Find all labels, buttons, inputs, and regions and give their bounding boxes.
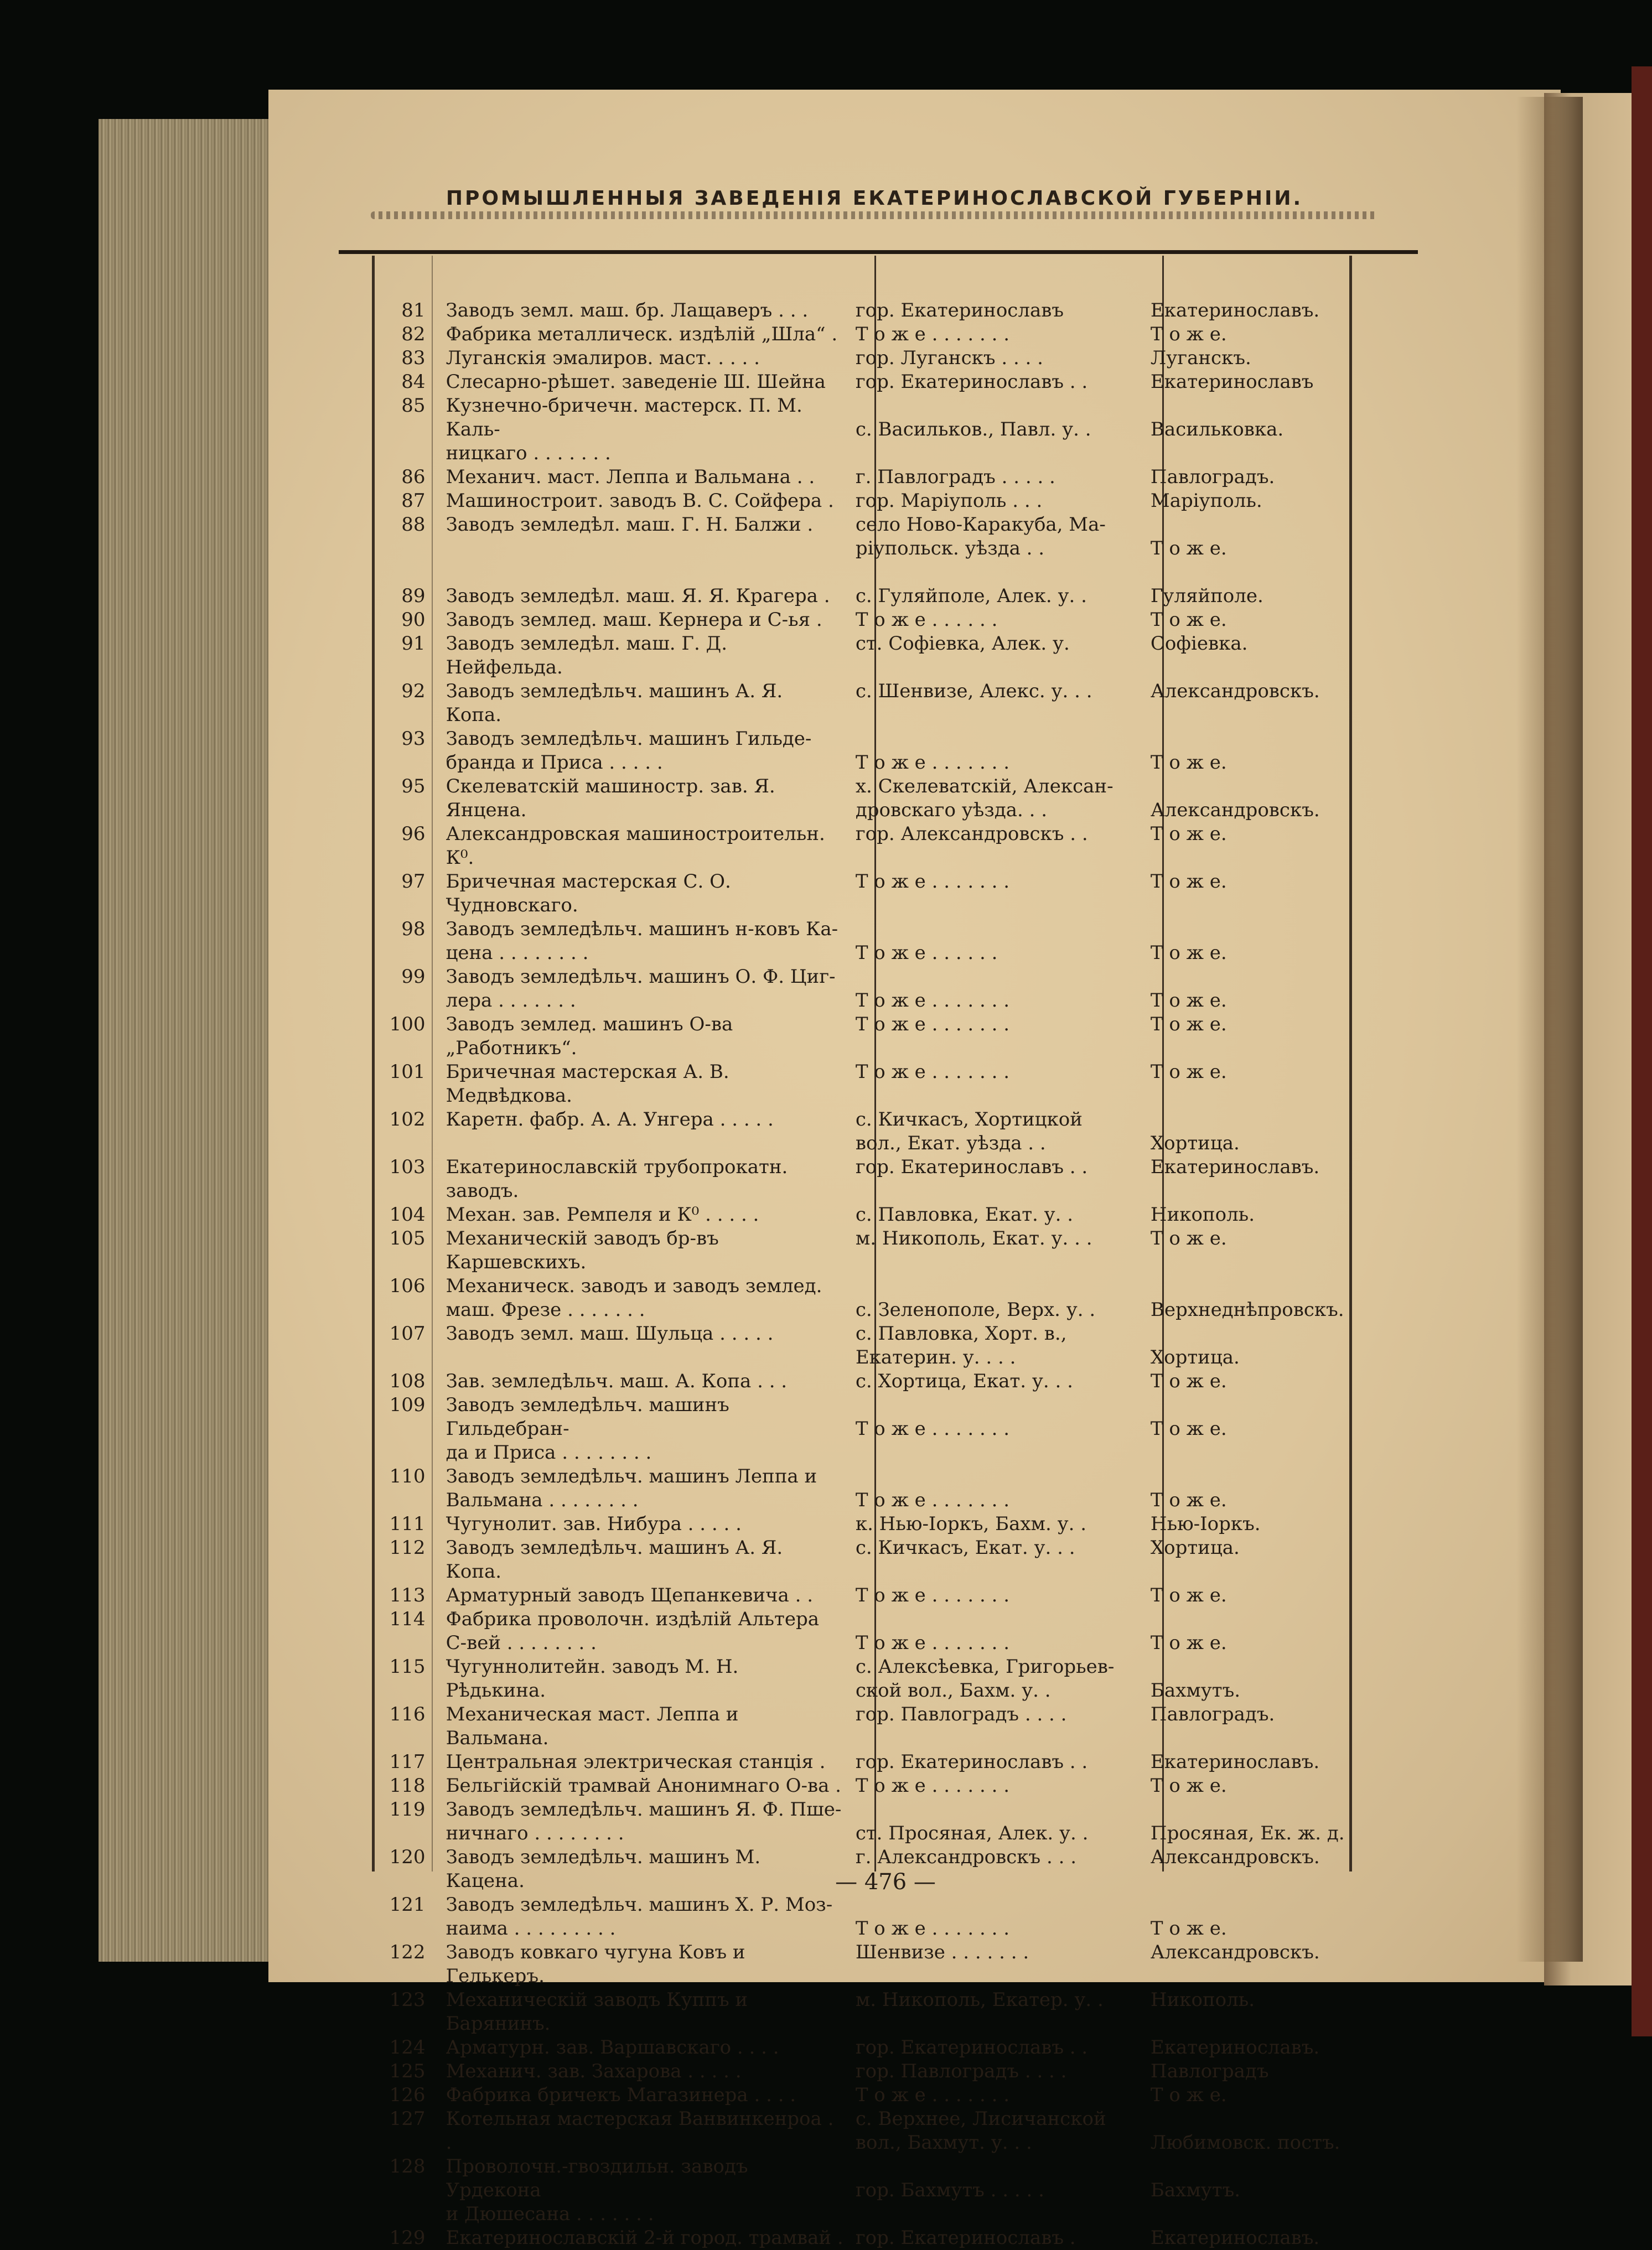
- postal-place: Гуляйполе.: [1150, 585, 1263, 607]
- row-number: 93: [401, 728, 426, 750]
- location: м. Никополь, Екатер. у. .: [855, 1989, 1104, 2011]
- establishment-name: Бричечная мастерская А. В. Медвѣдкова.: [446, 1061, 729, 1107]
- establishment-name: Чугуннолитейн. заводъ М. Н. Рѣдькина.: [446, 1656, 739, 1702]
- establishment-name: Заводъ земледѣльч. машинъ Гильдебран- да и Приса . . . . . . . .: [446, 1394, 729, 1464]
- establishment-name: Каретн. фабр. А. А. Унгера . . . . .: [446, 1108, 774, 1131]
- location: ст. Просяная, Алек. у. .: [855, 1822, 1089, 1844]
- location: г. Павлоградъ . . . . .: [855, 466, 1055, 488]
- table-row: [340, 1750, 1381, 1774]
- row-number: 87: [401, 490, 426, 512]
- location: Т о ж е . . . . . . .: [855, 1917, 1010, 1940]
- table-row: [340, 584, 1381, 608]
- row-number: 121: [389, 1894, 426, 1916]
- establishment-name: Арматурный заводъ Щепанкевича . .: [446, 1584, 814, 1606]
- establishment-name: Заводъ землед. маш. Кернера и С-ья .: [446, 609, 822, 631]
- row-number: 90: [401, 609, 426, 631]
- book-spine: [1632, 66, 1652, 2036]
- location: гор. Луганскъ . . . .: [855, 347, 1043, 369]
- postal-place: Павлоградъ.: [1150, 466, 1275, 488]
- establishment-name: Фабрика проволочн. издѣлій Альтера С-вей . . . . . . . .: [446, 1608, 820, 1654]
- postal-place: Александровскъ.: [1150, 799, 1320, 821]
- table-row: [340, 1203, 1381, 1227]
- table-row: [340, 1703, 1381, 1750]
- establishment-name: Механич. маст. Леппа и Вальмана . .: [446, 466, 815, 488]
- postal-place: Бахмутъ.: [1150, 1679, 1241, 1702]
- establishment-name: Проволочн.-гвоздильн. заводъ Урдекона и Дюшесана . . . . . . .: [446, 2155, 748, 2225]
- establishment-name: Слесарно-рѣшет. заведеніе Ш. Шейна: [446, 371, 826, 393]
- table-row: [340, 2155, 1381, 2226]
- table-row: [340, 513, 1381, 561]
- table-row: [340, 1060, 1381, 1108]
- establishment-name: Заводъ земл. маш. Шульца . . . . .: [446, 1323, 774, 1345]
- postal-place: Маріуполь.: [1150, 490, 1262, 512]
- location: гор. Бахмутъ . . . . .: [855, 2179, 1044, 2201]
- postal-place: Т о ж е.: [1150, 870, 1227, 893]
- establishment-name: Екатеринославскій 2-й город. трамвай .: [446, 2227, 843, 2249]
- table-row: [340, 2060, 1381, 2083]
- postal-place: Т о ж е.: [1150, 609, 1227, 631]
- table-row: [340, 1941, 1381, 1988]
- location: гор. Екатеринославъ: [855, 299, 1064, 322]
- row-number: 109: [389, 1394, 426, 1416]
- establishment-name: Механич. зав. Захарова . . . . .: [446, 2060, 742, 2082]
- row-number: 83: [401, 347, 426, 369]
- table-row: [340, 465, 1381, 489]
- row-number: 106: [389, 1275, 426, 1297]
- table-row: [340, 1512, 1381, 1536]
- page-header: ПРОМЫШЛЕННЫЯ ЗАВЕДЕНІЯ ЕКАТЕРИНОСЛАВСКОЙ ГУБЕРНІИ.: [446, 187, 1303, 210]
- row-number: 88: [401, 514, 426, 536]
- establishment-name: Заводъ землед. машинъ О-ва „Работникъ“.: [446, 1013, 733, 1059]
- table-row: [340, 1774, 1381, 1798]
- postal-place: Т о ж е.: [1150, 751, 1227, 774]
- establishment-name: Заводъ земледѣльч. машинъ А. Я. Копа.: [446, 680, 783, 726]
- postal-place: Александровскъ.: [1150, 1846, 1320, 1868]
- row-number: 110: [389, 1465, 426, 1487]
- postal-place: Луганскъ.: [1150, 347, 1251, 369]
- row-number: 124: [389, 2036, 426, 2059]
- establishment-name: Заводъ земледѣльч. машинъ Я. Ф. Пше- ничнаго . . . . . . . .: [446, 1798, 842, 1844]
- table-row: [340, 1227, 1381, 1274]
- row-number: 82: [401, 323, 426, 345]
- establishment-name: Кузнечно-бричечн. мастерск. П. М. Каль- ницкаго . . . . . . .: [446, 395, 802, 464]
- postal-place: Екатеринославъ: [1150, 371, 1314, 393]
- establishment-name: Котельная мастерская Ванвинкенроа . .: [446, 2108, 834, 2154]
- table-row: [340, 2107, 1381, 2155]
- location: гор. Павлоградъ . . . .: [855, 1703, 1067, 1725]
- row-number: 96: [401, 823, 426, 845]
- row-number: 85: [401, 395, 426, 417]
- location: с. Павловка, Хорт. в., Екатерин. у. . . .: [855, 1323, 1067, 1368]
- postal-place: Т о ж е.: [1150, 1917, 1227, 1940]
- establishment-name: Заводъ земледѣльч. машинъ Х. Р. Моз- наима . . . . . . . . .: [446, 1894, 833, 1940]
- table-row: [340, 1393, 1381, 1465]
- postal-place: Нью-Іоркъ.: [1150, 1513, 1261, 1535]
- postal-place: Т о ж е.: [1150, 1370, 1227, 1392]
- row-number: 100: [389, 1013, 426, 1035]
- location: гор. Александровскъ . .: [855, 823, 1088, 845]
- location: с. Зеленополе, Верх. у. .: [855, 1299, 1096, 1321]
- establishment-name: Луганскія эмалиров. маст. . . . .: [446, 347, 760, 369]
- row-number: 117: [389, 1751, 426, 1773]
- establishment-name: Фабрика бричекъ Магазинера . . . .: [446, 2084, 796, 2106]
- row-number: 108: [389, 1370, 426, 1392]
- location: Т о ж е . . . . . . .: [855, 1061, 1010, 1083]
- postal-place: Павлоградъ.: [1150, 1703, 1275, 1725]
- postal-place: Никополь.: [1150, 1204, 1255, 1226]
- postal-place: Т о ж е.: [1150, 537, 1227, 559]
- row-number: 99: [401, 966, 426, 988]
- establishment-name: Заводъ земл. маш. бр. Лащаверъ . . .: [446, 299, 809, 322]
- table-row: [340, 917, 1381, 965]
- table-row: [340, 822, 1381, 870]
- row-number: 95: [401, 775, 426, 797]
- establishment-name: Заводъ земледѣльч. машинъ Леппа и Вальмана . . . . . . . .: [446, 1465, 817, 1511]
- establishment-name: Центральная электрическая станція .: [446, 1751, 826, 1773]
- postal-place: Т о ж е.: [1150, 1013, 1227, 1035]
- table-row: [340, 2226, 1381, 2250]
- establishment-name: Бельгійскій трамвай Анонимнаго О-ва .: [446, 1775, 841, 1797]
- location: гор. Екатеринославъ . .: [855, 1751, 1088, 1773]
- postal-place: Т о ж е.: [1150, 1584, 1227, 1606]
- location: гор. Екатеринославъ . .: [855, 371, 1088, 393]
- postal-place: Павлоградъ: [1150, 2060, 1269, 2082]
- table-row: [340, 1655, 1381, 1703]
- location: Т о ж е . . . . . . .: [855, 323, 1010, 345]
- row-number: 89: [401, 585, 426, 607]
- row-number: 120: [389, 1846, 426, 1868]
- establishment-name: Заводъ земледѣльч. машинъ О. Ф. Циг- лера . . . . . . .: [446, 966, 836, 1012]
- postal-place: Т о ж е.: [1150, 323, 1227, 345]
- table-row: [340, 346, 1381, 370]
- table-row: [340, 775, 1381, 822]
- row-number: 86: [401, 466, 426, 488]
- postal-place: Екатеринославъ.: [1150, 1751, 1320, 1773]
- page-number: — 476 —: [835, 1869, 936, 1895]
- row-number: 123: [389, 1989, 426, 2011]
- postal-place: Екатеринославъ.: [1150, 2036, 1320, 2059]
- page-gutter-shadow: [1516, 97, 1583, 1962]
- location: Т о ж е . . . . . . .: [855, 1013, 1010, 1035]
- row-number: 119: [389, 1798, 426, 1821]
- location: с. Алексѣевка, Григорьев- ской вол., Бахм. у. .: [855, 1656, 1115, 1702]
- location: с. Верхнее, Лисичанской вол., Бахмут. у. . .: [855, 2108, 1106, 2154]
- location: Т о ж е . . . . . . .: [855, 1632, 1010, 1654]
- row-number: 118: [389, 1775, 426, 1797]
- location: с. Хортица, Екат. у. . .: [855, 1370, 1073, 1392]
- postal-place: Софіевка.: [1150, 633, 1248, 655]
- establishment-name: Заводъ земледѣльч. машинъ Гильде- бранда и Приса . . . . .: [446, 728, 812, 774]
- postal-place: Т о ж е.: [1150, 1227, 1227, 1250]
- establishment-name: Зав. земледѣльч. маш. А. Копа . . .: [446, 1370, 788, 1392]
- table-row: [340, 1584, 1381, 1608]
- table-row: [340, 323, 1381, 346]
- row-number: 98: [401, 918, 426, 940]
- location: гор. Павлоградъ . . . .: [855, 2060, 1067, 2082]
- row-number: 104: [389, 1204, 426, 1226]
- location: м. Никополь, Екат. у. . .: [855, 1227, 1092, 1250]
- establishment-name: Чугунолит. зав. Нибура . . . . .: [446, 1513, 742, 1535]
- row-number: 103: [389, 1156, 426, 1178]
- postal-place: Хортица.: [1150, 1537, 1240, 1559]
- location: с. Павловка, Екат. у. .: [855, 1204, 1074, 1226]
- location: с. Кичкасъ, Хортицкой вол., Екат. уѣзда . .: [855, 1108, 1083, 1154]
- table-row: [340, 1013, 1381, 1060]
- table-row: [340, 1370, 1381, 1393]
- table-row: [340, 1108, 1381, 1155]
- location: Т о ж е . . . . . . .: [855, 989, 1010, 1012]
- row-number: 129: [389, 2227, 426, 2249]
- row-number: 105: [389, 1227, 426, 1250]
- postal-place: Верхнеднѣпровскъ.: [1150, 1299, 1344, 1321]
- table-row: [340, 870, 1381, 917]
- establishment-name: Механическая маст. Леппа и Вальмана.: [446, 1703, 739, 1749]
- location: Т о ж е . . . . . . .: [855, 870, 1010, 893]
- table-row: [340, 1988, 1381, 2036]
- establishment-name: Заводъ земледѣльч. машинъ А. Я. Копа.: [446, 1537, 783, 1583]
- postal-place: Васильковка.: [1150, 418, 1284, 440]
- table-row: [340, 632, 1381, 680]
- establishment-name: Заводъ земледѣл. маш. Г. Н. Балжи .: [446, 514, 814, 536]
- location: к. Нью-Іоркъ, Бахм. у. .: [855, 1513, 1087, 1535]
- postal-place: Любимовск. постъ.: [1150, 2132, 1340, 2154]
- row-number: 114: [389, 1608, 426, 1630]
- establishment-name: Александровская машиностроительн. К⁰.: [446, 823, 825, 869]
- row-number: 81: [401, 299, 426, 322]
- location: Т о ж е . . . . . .: [855, 942, 998, 964]
- table-row: [340, 1274, 1381, 1322]
- table-row: [340, 1465, 1381, 1512]
- location: село Ново-Каракуба, Ма- ріупольск. уѣзда . .: [855, 514, 1106, 559]
- table-row: [340, 299, 1381, 323]
- row-number: 101: [389, 1061, 426, 1083]
- row-number: 91: [401, 633, 426, 655]
- row-number: 112: [389, 1537, 426, 1559]
- table-row: [340, 1155, 1381, 1203]
- table-top-rule: [339, 250, 1418, 254]
- postal-place: Т о ж е.: [1150, 989, 1227, 1012]
- row-number: 92: [401, 680, 426, 702]
- establishment-name: Механ. зав. Ремпеля и К⁰ . . . . .: [446, 1204, 759, 1226]
- postal-place: Т о ж е.: [1150, 823, 1227, 845]
- row-number: 116: [389, 1703, 426, 1725]
- postal-place: Никополь.: [1150, 1989, 1255, 2011]
- table-row: [340, 727, 1381, 775]
- postal-place: Хортица.: [1150, 1132, 1240, 1154]
- establishment-name: Арматурн. зав. Варшавскаго . . . .: [446, 2036, 779, 2059]
- row-number: 128: [389, 2155, 426, 2178]
- row-number: 122: [389, 1941, 426, 1963]
- postal-place: Екатеринославъ.: [1150, 299, 1320, 322]
- table-row: [340, 680, 1381, 727]
- postal-place: Просяная, Ек. ж. д.: [1150, 1822, 1345, 1844]
- establishment-name: Фабрика металлическ. издѣлій „Шла“ .: [446, 323, 838, 345]
- establishment-name: Механическій заводъ Куппъ и Барянинъ.: [446, 1989, 748, 2035]
- row-number: 113: [389, 1584, 426, 1606]
- table-row: [340, 1322, 1381, 1370]
- location: Т о ж е . . . . . . .: [855, 1489, 1010, 1511]
- postal-place: Т о ж е.: [1150, 1632, 1227, 1654]
- postal-place: Т о ж е.: [1150, 2084, 1227, 2106]
- establishment-name: Заводъ земледѣл. маш. Я. Я. Крагера .: [446, 585, 830, 607]
- table-row: [340, 2083, 1381, 2107]
- location: гор. Екатеринославъ .: [855, 2227, 1076, 2249]
- postal-place: Т о ж е.: [1150, 1061, 1227, 1083]
- establishment-name: Екатеринославскій трубопрокатн. заводъ.: [446, 1156, 788, 1202]
- location: ст. Софіевка, Алек. у.: [855, 633, 1070, 655]
- table-row: [340, 370, 1381, 394]
- establishment-name: Скелеватскій машиностр. зав. Я. Янцена.: [446, 775, 775, 821]
- establishment-name: Механическій заводъ бр-въ Каршевскихъ.: [446, 1227, 719, 1273]
- location: Шенвизе . . . . . . .: [855, 1941, 1029, 1963]
- location: с. Кичкасъ, Екат. у. . .: [855, 1537, 1075, 1559]
- table-row: [340, 489, 1381, 513]
- location: с. Васильков., Павл. у. .: [855, 418, 1091, 440]
- row-number: 127: [389, 2108, 426, 2130]
- row-number: 107: [389, 1323, 426, 1345]
- location: Т о ж е . . . . . . .: [855, 1584, 1010, 1606]
- establishment-name: Заводъ земледѣл. маш. Г. Д. Нейфельда.: [446, 633, 728, 678]
- row-number: 97: [401, 870, 426, 893]
- location: х. Скелеватскій, Алексан- дровскаго уѣзда. . .: [855, 775, 1114, 821]
- location: гор. Маріуполь . . .: [855, 490, 1043, 512]
- establishment-name: Бричечная мастерская С. О. Чудновскаго.: [446, 870, 731, 916]
- location: Т о ж е . . . . . . .: [855, 1418, 1010, 1440]
- postal-place: Т о ж е.: [1150, 942, 1227, 964]
- row-number: 102: [389, 1108, 426, 1131]
- establishment-name: Механическ. заводъ и заводъ землед. маш. Фрезе . . . . . . .: [446, 1275, 822, 1321]
- row-number: 125: [389, 2060, 426, 2082]
- location: с. Гуляйполе, Алек. у. .: [855, 585, 1087, 607]
- establishment-name: Заводъ ковкаго чугуна Ковъ и Гелькеръ.: [446, 1941, 745, 1987]
- location: с. Шенвизе, Алекс. у. . .: [855, 680, 1092, 702]
- location: Т о ж е . . . . . . .: [855, 2084, 1010, 2106]
- table-row: [340, 1536, 1381, 1584]
- postal-place: Хортица.: [1150, 1346, 1240, 1368]
- row-number: 84: [401, 371, 426, 393]
- row-number: 111: [389, 1513, 426, 1535]
- location: Т о ж е . . . . . . .: [855, 1775, 1010, 1797]
- postal-place: Екатеринославъ.: [1150, 2227, 1320, 2249]
- location: Т о ж е . . . . . .: [855, 609, 998, 631]
- postal-place: Т о ж е.: [1150, 1489, 1227, 1511]
- location: гор. Екатеринославъ . .: [855, 2036, 1088, 2059]
- postal-place: Александровскъ.: [1150, 680, 1320, 702]
- location: гор. Екатеринославъ . .: [855, 1156, 1088, 1178]
- postal-place: Александровскъ.: [1150, 1941, 1320, 1963]
- establishments-table: [340, 299, 1381, 2250]
- establishment-name: Заводъ земледѣльч. машинъ н-ковъ Ка- цена . . . . . . . .: [446, 918, 838, 964]
- establishment-name: Заводъ земледѣльч. машинъ М. Кацена.: [446, 1846, 761, 1892]
- table-row: [340, 394, 1381, 465]
- table-row: [340, 1893, 1381, 1941]
- postal-place: Екатеринославъ.: [1150, 1156, 1320, 1178]
- book-page-edges: [99, 119, 281, 1962]
- row-number: 126: [389, 2084, 426, 2106]
- table-row: [340, 1798, 1381, 1845]
- table-row: [340, 965, 1381, 1013]
- postal-place: Т о ж е.: [1150, 1418, 1227, 1440]
- establishment-name: Машиностроит. заводъ В. С. Сойфера .: [446, 490, 834, 512]
- location: Т о ж е . . . . . . .: [855, 751, 1010, 774]
- header-ornament: [371, 211, 1378, 219]
- table-row: [340, 1608, 1381, 1655]
- row-number: 115: [389, 1656, 426, 1678]
- location: г. Александровскъ . . .: [855, 1846, 1077, 1868]
- table-row: [340, 608, 1381, 632]
- postal-place: Т о ж е.: [1150, 1775, 1227, 1797]
- table-row: [340, 2036, 1381, 2060]
- postal-place: Бахмутъ.: [1150, 2179, 1241, 2201]
